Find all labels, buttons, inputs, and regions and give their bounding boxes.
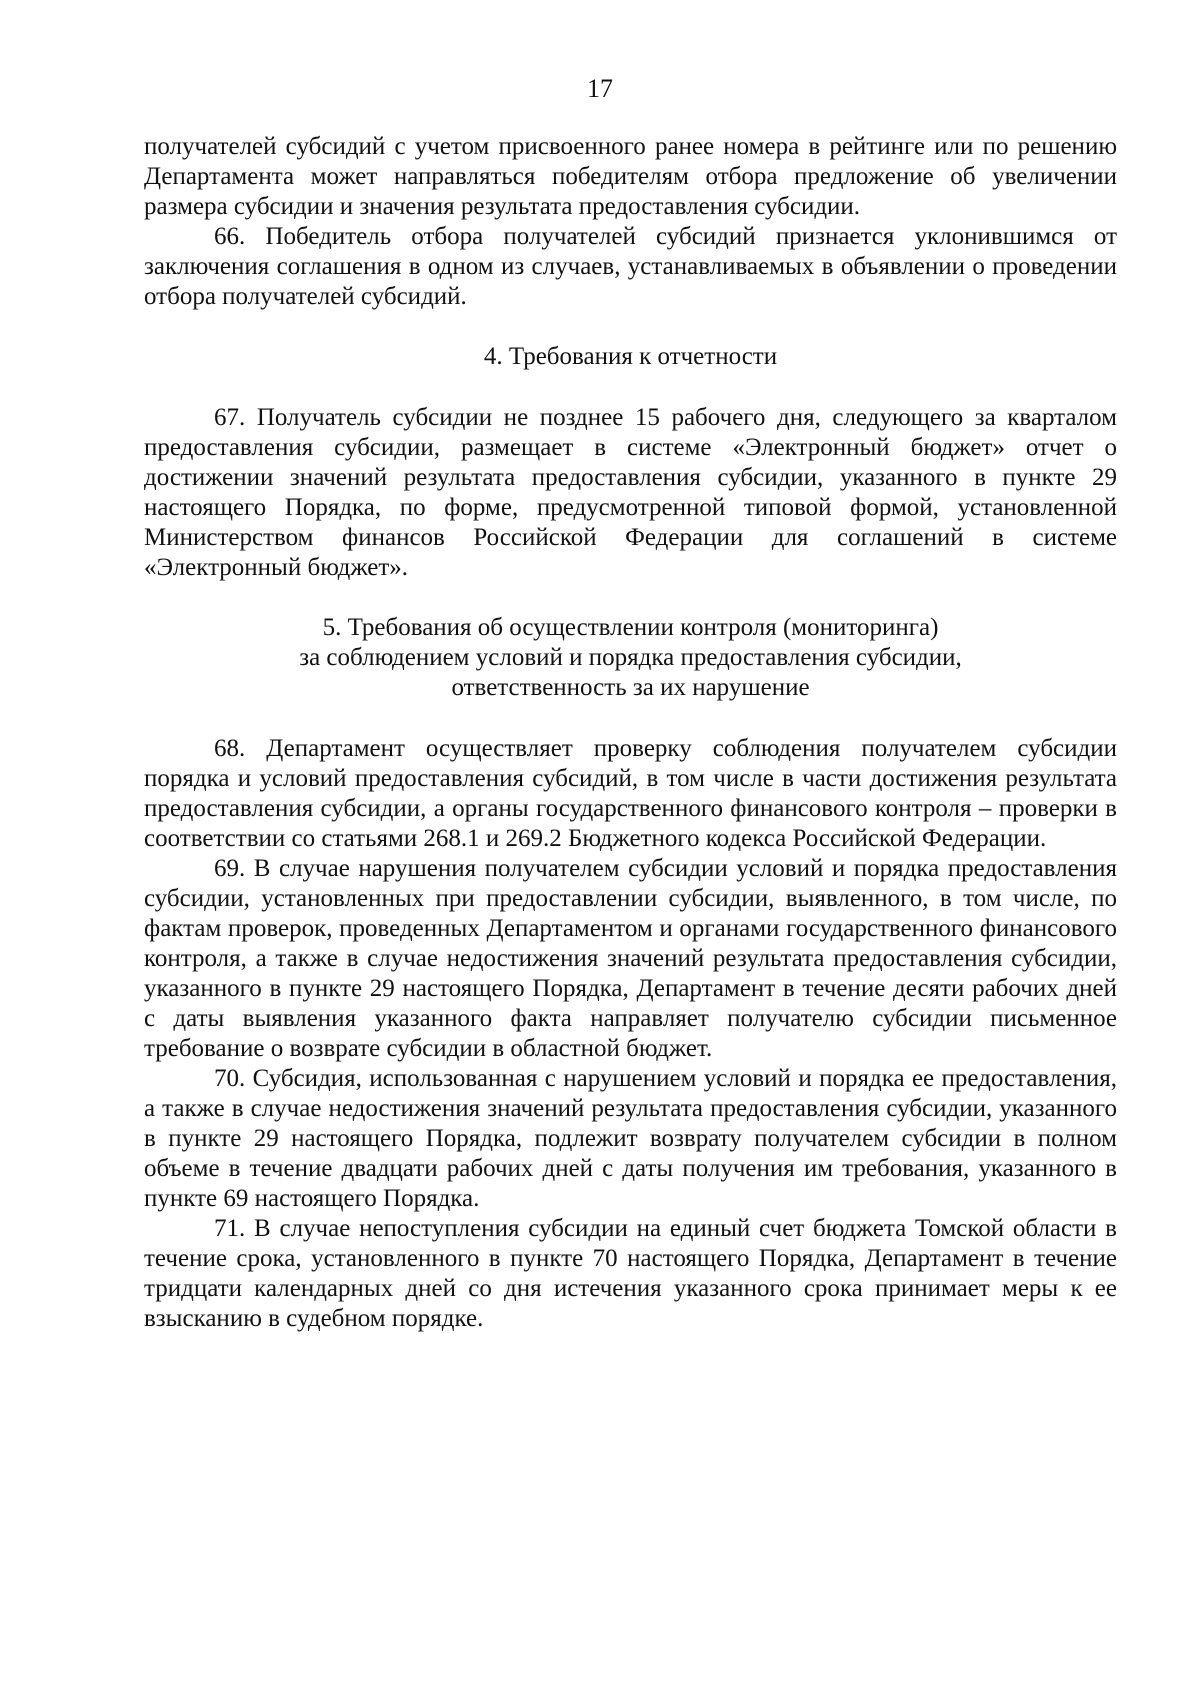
- paragraph-continuation: получателей субсидий с учетом присвоенного ранее номера в рейтинге или по решению Департамента может направляться победителям отбора предложение об увеличении размера субсидии и значения результата предоставления субсидии.: [144, 133, 1117, 220]
- section-4-heading: 4. Требования к отчетности: [483, 343, 778, 370]
- paragraph-66: 66. Победитель отбора получателей субсидий признается уклонившимся от заключения соглашения в одном из случаев, устанавливаемых в объявлении о проведении отбора получателей субсидий.: [144, 223, 1117, 310]
- document-body: [144, 132, 1117, 1334]
- page-number: 17: [587, 74, 613, 103]
- section-5-heading: [144, 613, 1117, 703]
- section-5-heading-line-2: за соблюдением условий и порядка предоставления субсидии,: [299, 644, 962, 671]
- paragraph-69: 69. В случае нарушения получателем субсидии условий и порядка предоставления субсидии, установленных при предоставлении субсидии, выявленного, в том числе, по фактам проверок, проведенных Департаментом и органами государственного финансового контроля, а также в случае недостижения значений результата предоставления субсидии, указанного в пункте 29 настоящего Порядка, Департамент в течение десяти рабочих дней с даты выявления указанного факта направляет получателю субсидии письменное требование о возврате субсидии в областной бюджет.: [144, 855, 1117, 1062]
- section-5-heading-line-3: ответственность за их нарушение: [451, 674, 810, 701]
- paragraph-71: 71. В случае непоступления субсидии на единый счет бюджета Томской области в течение срока, установленного в пункте 70 настоящего Порядка, Департамент в течение тридцати календарных дней со дня истечения указанного срока принимает меры к ее взысканию в судебном порядке.: [144, 1215, 1117, 1332]
- paragraph-67: 67. Получатель субсидии не позднее 15 рабочего дня, следующего за кварталом предоставления субсидии, размещает в системе «Электронный бюджет» отчет о достижении значений результата предоставления субсидии, указанного в пункте 29 настоящего Порядка, по форме, предусмотренной типовой формой, установленной Министерством финансов Российской Федерации для соглашений в системе «Электронный бюджет».: [144, 404, 1117, 581]
- paragraph-68: 68. Департамент осуществляет проверку соблюдения получателем субсидии порядка и условий предоставления субсидий, в том числе в части достижения результата предоставления субсидии, а органы государственного финансового контроля – проверки в соответствии со статьями 268.1 и 269.2 Бюджетного кодекса Российской Федерации.: [144, 735, 1117, 852]
- section-5-heading-line-1: 5. Требования об осуществлении контроля (мониторинга): [322, 614, 939, 641]
- paragraph-70: 70. Субсидия, использованная с нарушением условий и порядка ее предоставления, а также в случае недостижения значений результата предоставления субсидии, указанного в пункте 29 настоящего Порядка, подлежит возврату получателем субсидии в полном объеме в течение двадцати рабочих дней с даты получения им требования, указанного в пункте 69 настоящего Порядка.: [144, 1065, 1117, 1212]
